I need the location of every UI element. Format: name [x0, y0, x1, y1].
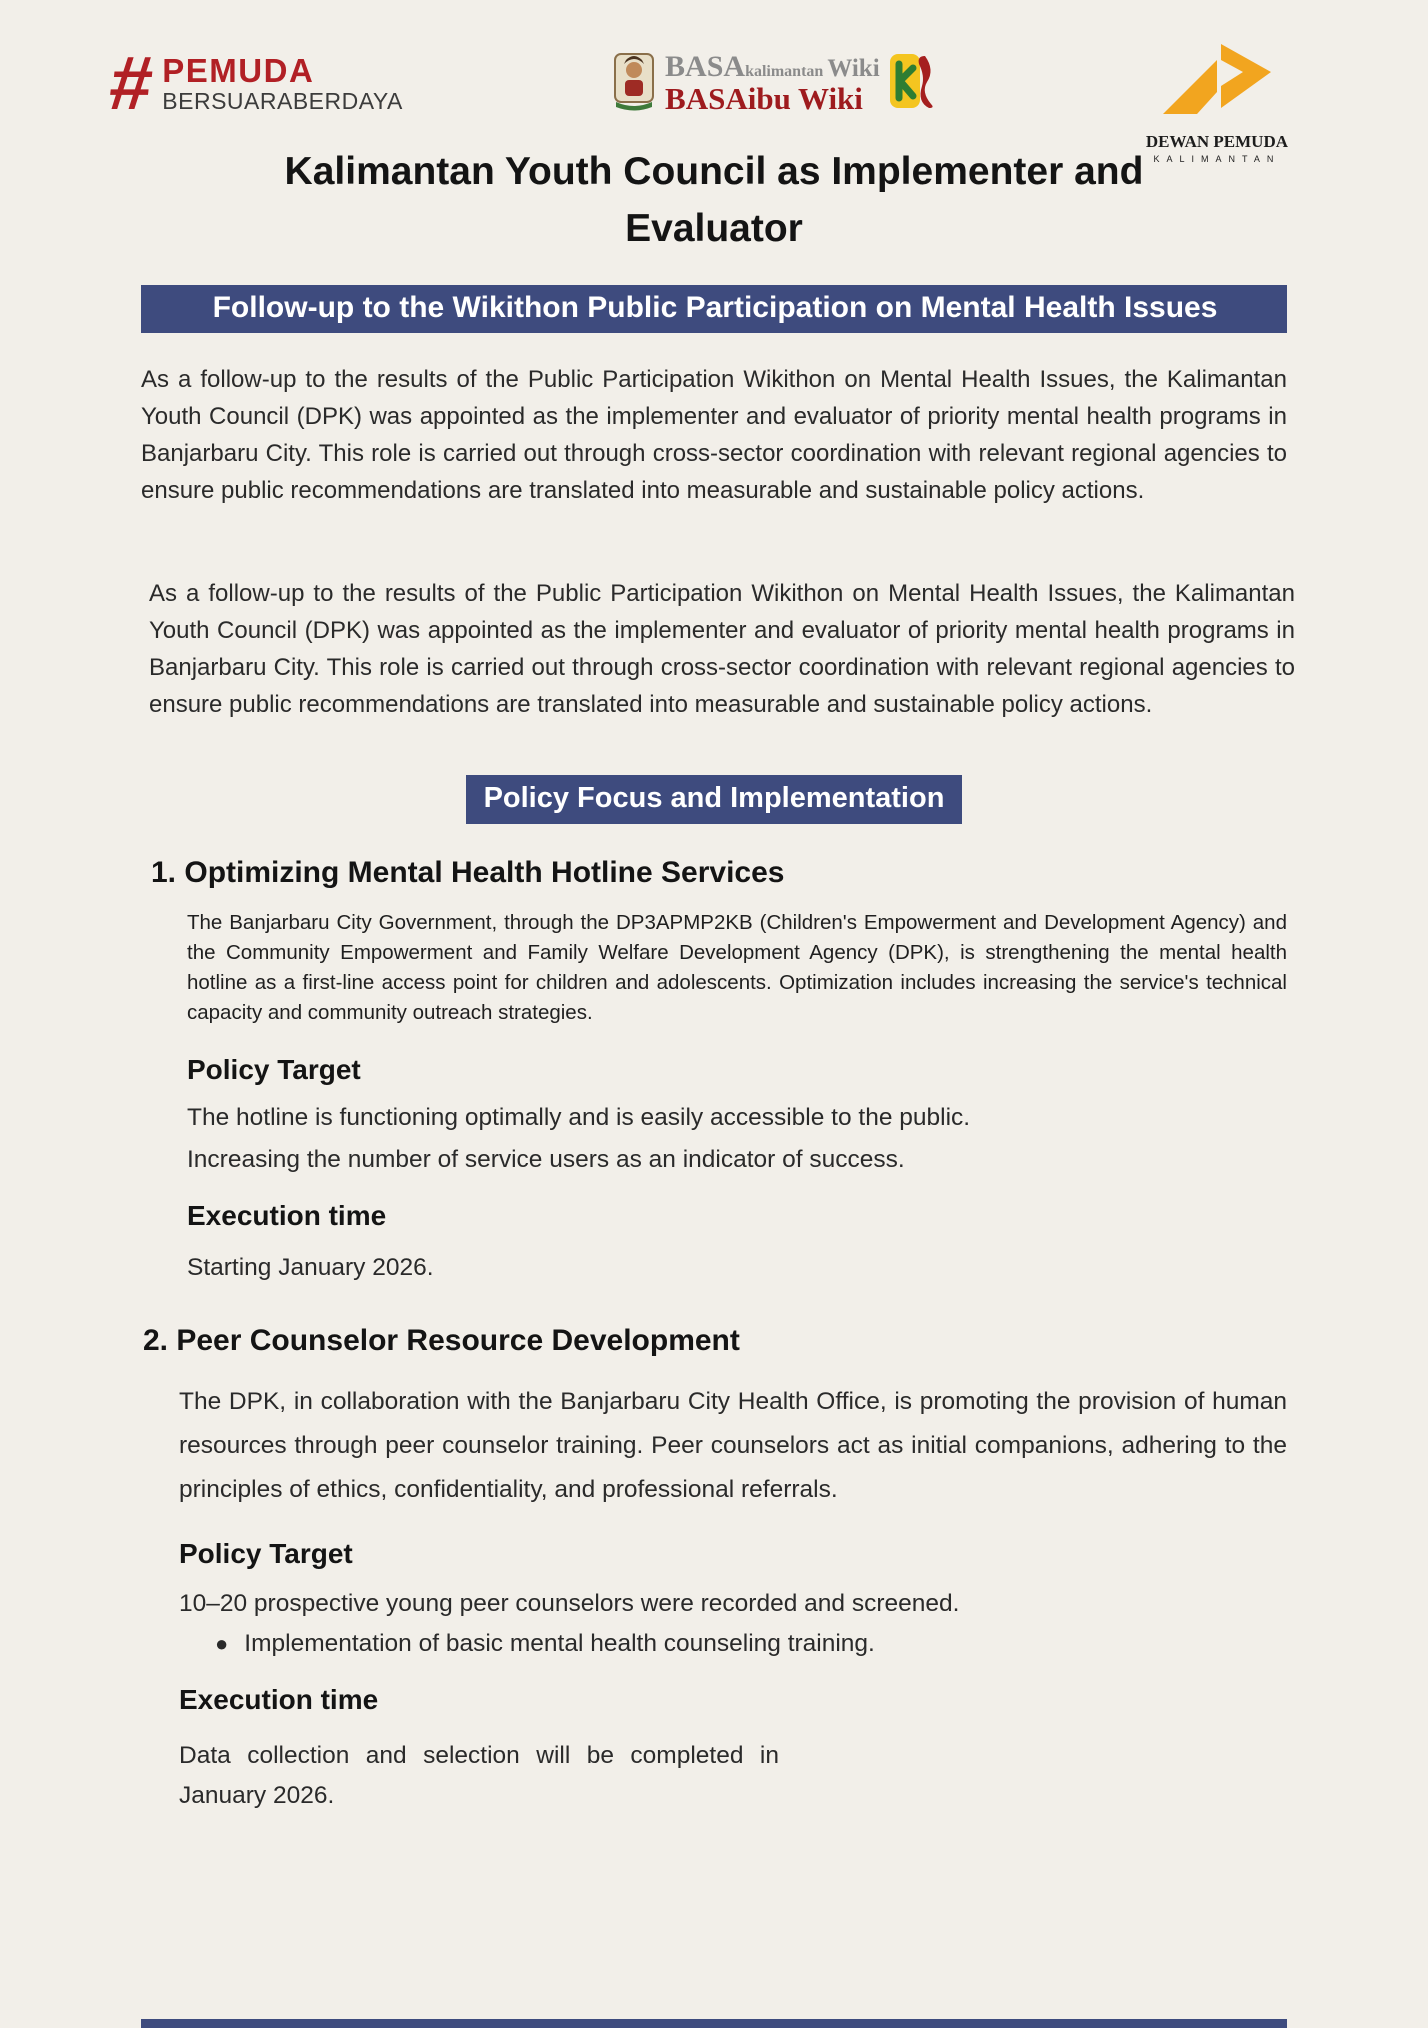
section-2-body: The DPK, in collaboration with the Banjarbaru City Health Office, is promoting the provision of human resources through peer counselor training. Peer counselors act as initial companions, adhering to the principles of ethics, confidentiality, and professional referrals.: [179, 1388, 1287, 1504]
page-header: [0, 0, 1428, 164]
basa-emblem-icon: [612, 50, 656, 117]
dewan-logo-line1: DEWAN PEMUDA: [1145, 132, 1288, 151]
dewan-flag-icon: [1161, 42, 1273, 133]
policy-banner-wrap: [141, 775, 1287, 824]
section-2-execution-heading: Execution time: [179, 1684, 379, 1716]
basa-bk-icon: [889, 50, 937, 117]
section-1-execution-text: Starting January 2026.: [187, 1254, 434, 1282]
section-1-execution-heading: Execution time: [187, 1200, 387, 1232]
section-2-policy-target-bullet-text: Implementation of basic mental health counseling training.: [244, 1630, 875, 1658]
basa-logo-line1: [665, 52, 880, 83]
page-title-line1: Kalimantan Youth Council as Implementer and: [284, 150, 1144, 193]
dewan-pemuda-logo: [1146, 42, 1288, 164]
pemuda-logo: [105, 41, 403, 126]
section-2-heading: 2. Peer Counselor Resource Development: [143, 1324, 740, 1358]
section-1-policy-target-heading: Policy Target: [187, 1054, 361, 1086]
section-2-execution-text: Data collection and selection will be completed in January 2026.: [179, 1742, 779, 1810]
section-banner-policy-focus: Policy Focus and Implementation: [466, 775, 963, 824]
section-banner-followup: Follow-up to the Wikithon Public Participation on Mental Health Issues: [141, 285, 1287, 333]
basa-logo-line2: BASAibu Wiki: [665, 80, 863, 116]
basa-logo-kalimantan: kalimantan: [745, 63, 824, 81]
pemuda-logo-tagline: BERSUARABERDAYA: [162, 88, 403, 115]
next-section-banner-cutoff: [141, 2019, 1287, 2028]
intro-paragraph-2: As a follow-up to the results of the Public Participation Wikithon on Mental Health Issues, the Kalimantan Youth Council (DPK) was appointed as the implementer and evaluator of priority mental health programs in Banjarbaru City. This role is carried out through cross-sector coordination with relevant regional agencies to ensure public recommendations are translated into measurable and sustainable policy actions.: [149, 580, 1295, 719]
section-1-policy-target-line-2: Increasing the number of service users as an indicator of success.: [187, 1146, 905, 1174]
section-2-policy-target-heading: Policy Target: [179, 1538, 353, 1570]
hashtag-icon: #: [105, 41, 157, 126]
page-content: [141, 361, 1295, 1816]
basa-wiki-logo: [612, 50, 937, 117]
pemuda-logo-name: PEMUDA: [162, 51, 315, 89]
section-2-policy-target-bullet-item: [215, 1630, 1287, 1658]
basa-logo-wiki: Wiki: [827, 55, 880, 83]
intro-paragraph-1: As a follow-up to the results of the Public Participation Wikithon on Mental Health Issues, the Kalimantan Youth Council (DPK) was appointed as the implementer and evaluator of priority mental health programs in Banjarbaru City. This role is carried out through cross-sector coordination with relevant regional agencies to ensure public recommendations are translated into measurable and sustainable policy actions.: [141, 366, 1287, 505]
pemuda-logo-text: [162, 51, 403, 115]
section-1-heading: 1. Optimizing Mental Health Hotline Services: [151, 856, 785, 890]
dewan-logo-line2: KALIMANTAN: [1153, 153, 1281, 164]
section-1-body: The Banjarbaru City Government, through the DP3APMP2KB (Children's Empowerment and Development Agency) and the Community Empowerment and Family Welfare Development Agency (DPK), is strengthening the mental health hotline as a first-line access point for children and adolescents. Optimization includes increasing the service's technical capacity and community outreach strategies.: [187, 911, 1287, 1025]
section-2-policy-target-line: 10–20 prospective young peer counselors were recorded and screened.: [179, 1590, 960, 1618]
section-1-policy-target-line-1: The hotline is functioning optimally and is easily accessible to the public.: [187, 1104, 971, 1132]
basa-logo-text: [665, 52, 880, 114]
basa-logo-basa: BASA: [665, 50, 746, 84]
page-title-line2: Evaluator: [625, 206, 803, 250]
bullet-icon: ●: [215, 1631, 229, 1657]
